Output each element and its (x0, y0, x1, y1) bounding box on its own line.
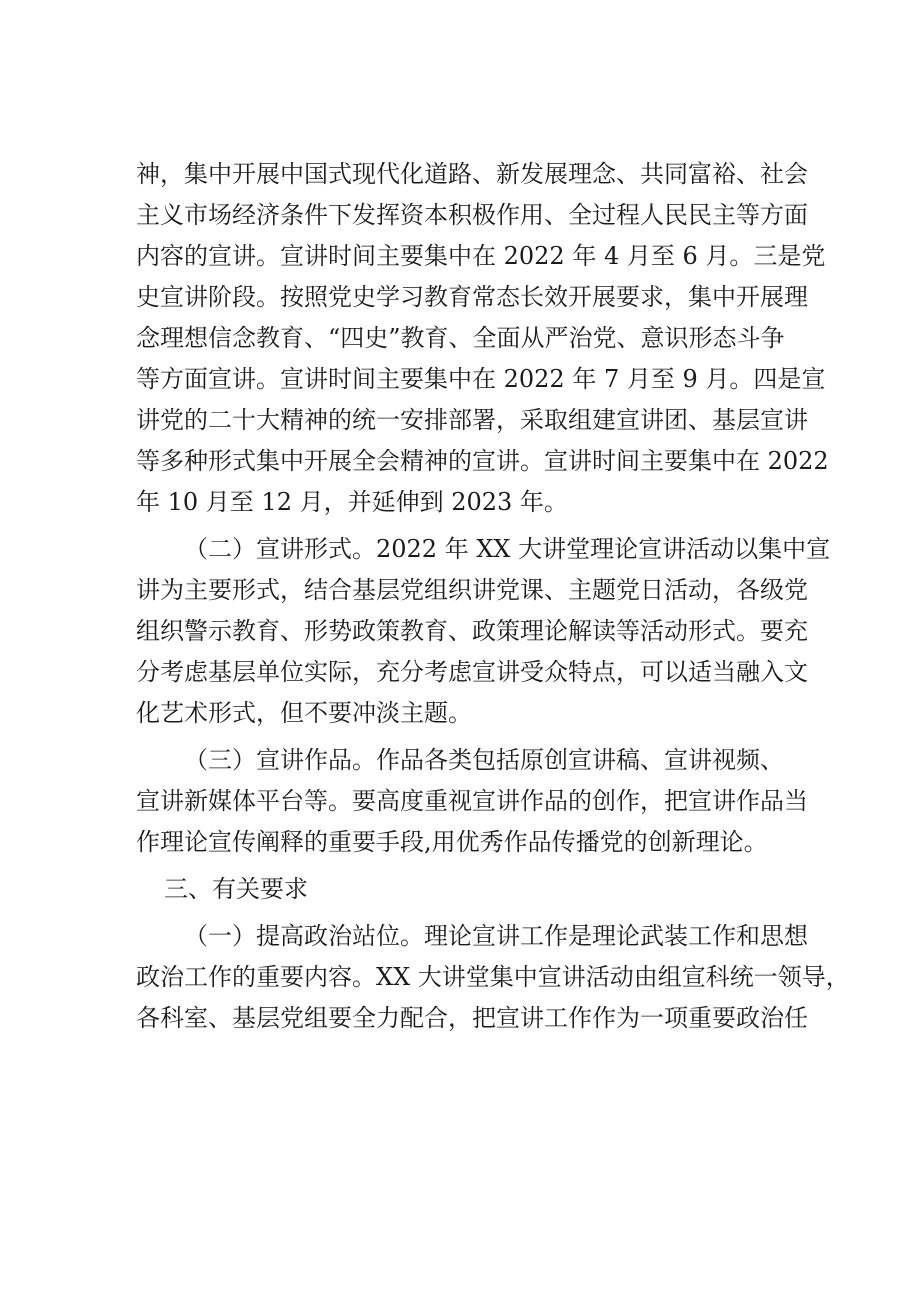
body-line: 念理想信念教育、“四史”教育、全面从严治党、意识形态斗争 (136, 324, 785, 352)
body-line: 史宣讲阶段。按照党史学习教育常态长效开展要求，集中开展理 (136, 283, 808, 311)
body-line: 政治工作的重要内容。XX 大讲堂集中宣讲活动由组宣科统一领导， (136, 963, 850, 991)
body-line: 等多种形式集中开展全会精神的宣讲。宣讲时间主要集中在 2022 (136, 447, 829, 475)
body-line: 内容的宣讲。宣讲时间主要集中在 2022 年 4 月至 6 月。三是党 (136, 242, 826, 270)
paragraph-first-line: （二）宣讲形式。2022 年 XX 大讲堂理论宣讲活动以集中宣 (184, 535, 831, 563)
body-line: 组织警示教育、形势政策教育、政策理论解读等活动形式。要充 (136, 617, 808, 645)
body-line: 等方面宣讲。宣讲时间主要集中在 2022 年 7 月至 9 月。四是宣 (136, 365, 826, 393)
body-line: 各科室、基层党组要全力配合，把宣讲工作作为一项重要政治任 (136, 1004, 808, 1032)
body-line: 作理论宣传阐释的重要手段,用优秀作品传播党的创新理论。 (136, 828, 768, 856)
paragraph-first-line: （一）提高政治站位。理论宣讲工作是理论武装工作和思想 (184, 922, 808, 950)
body-line: 宣讲新媒体平台等。要高度重视宣讲作品的创作，把宣讲作品当 (136, 787, 808, 815)
body-line: 主义市场经济条件下发挥资本积极作用、全过程人民民主等方面 (136, 201, 808, 229)
body-line: 分考虑基层单位实际，充分考虑宣讲受众特点，可以适当融入文 (136, 658, 808, 686)
body-line: 讲党的二十大精神的统一安排部署，采取组建宣讲团、基层宣讲 (136, 406, 808, 434)
body-line: 神，集中开展中国式现代化道路、新发展理念、共同富裕、社会 (136, 160, 808, 188)
paragraph-first-line: （三）宣讲作品。作品各类包括原创宣讲稿、宣讲视频、 (184, 746, 784, 774)
body-line: 讲为主要形式，结合基层党组织讲党课、主题党日活动，各级党 (136, 576, 808, 604)
body-line: 年 10 月至 12 月，并延伸到 2023 年。 (136, 488, 568, 516)
section-heading: 三、有关要求 (164, 875, 308, 903)
body-line: 化艺术形式，但不要冲淡主题。 (136, 699, 472, 727)
